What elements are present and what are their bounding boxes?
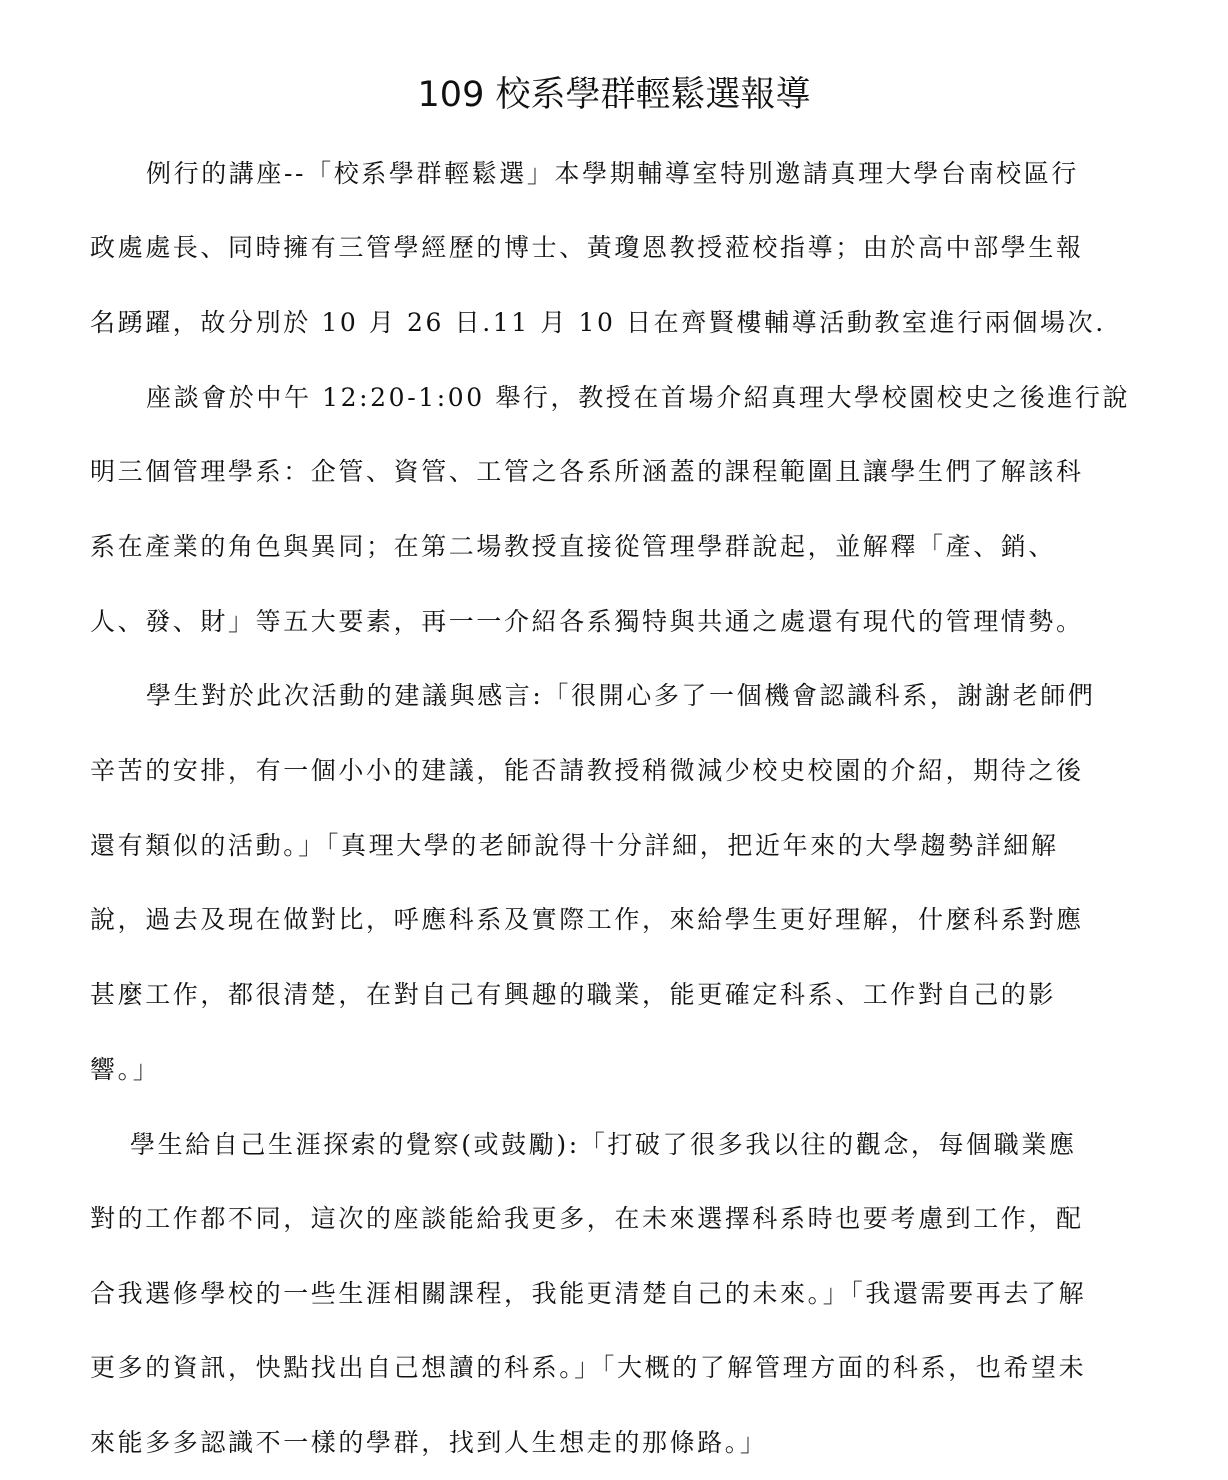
paragraph-3-line-5: 甚麼工作，都很清楚，在對自己有興趣的職業，能更確定科系、工作對自己的影 (90, 980, 1057, 1009)
paragraph-2-line-1: 座談會於中午 12:20-1:00 舉行，教授在首場介紹真理大學校園校史之後進行說 (146, 383, 1131, 412)
paragraph-4-line-2: 對的工作都不同，這次的座談能給我更多，在未來選擇科系時也要考慮到工作，配 (90, 1204, 1084, 1233)
paragraph-1-line-3: 名踴躍，故分別於 10 月 26 日.11 月 10 日在齊賢樓輔導活動教室進行兩個場次. (90, 308, 1106, 337)
paragraph-2-line-3: 系在產業的角色與異同；在第二場教授直接從管理學群說起，並解釋「產、銷、 (90, 532, 1057, 561)
paragraph-2-line-2: 明三個管理學系：企管、資管、工管之各系所涵蓋的課程範圍且讓學生們了解該科 (90, 457, 1084, 486)
paragraph-1-line-1: 例行的講座--「校系學群輕鬆選」本學期輔導室特別邀請真理大學台南校區行 (146, 159, 1079, 188)
document-title: 109 校系學群輕鬆選報導 (417, 75, 811, 115)
paragraph-3-line-3: 還有類似的活動。」「真理大學的老師說得十分詳細，把近年來的大學趨勢詳細解 (90, 831, 1059, 860)
paragraph-4-line-3: 合我選修學校的一些生涯相關課程，我能更清楚自己的未來。」「我還需要再去了解 (90, 1279, 1087, 1308)
paragraph-4-line-1: 學生給自己生涯探索的覺察(或鼓勵):「打破了很多我以往的觀念，每個職業應 (130, 1130, 1077, 1159)
paragraph-3-line-4: 說，過去及現在做對比，呼應科系及實際工作，來給學生更好理解，什麼科系對應 (90, 905, 1084, 934)
paragraph-3-line-1: 學生對於此次活動的建議與感言:「很開心多了一個機會認識科系，謝謝老師們 (146, 681, 1096, 710)
paragraph-1-line-2: 政處處長、同時擁有三管學經歷的博士、黃瓊恩教授蒞校指導；由於高中部學生報 (90, 233, 1084, 262)
paragraph-3-line-2: 辛苦的安排，有一個小小的建議，能否請教授稍微減少校史校園的介紹，期待之後 (90, 756, 1084, 785)
paragraph-4-line-4: 更多的資訊，快點找出自己想讀的科系。」「大概的了解管理方面的科系，也希望未 (90, 1353, 1087, 1382)
paragraph-2-line-4: 人、發、財」等五大要素，再一一介紹各系獨特與共通之處還有現代的管理情勢。 (90, 607, 1084, 636)
paragraph-3-line-6: 響。」 (90, 1055, 161, 1084)
paragraph-4-line-5: 來能多多認識不一樣的學群，找到人生想走的那條路。」 (90, 1428, 768, 1457)
